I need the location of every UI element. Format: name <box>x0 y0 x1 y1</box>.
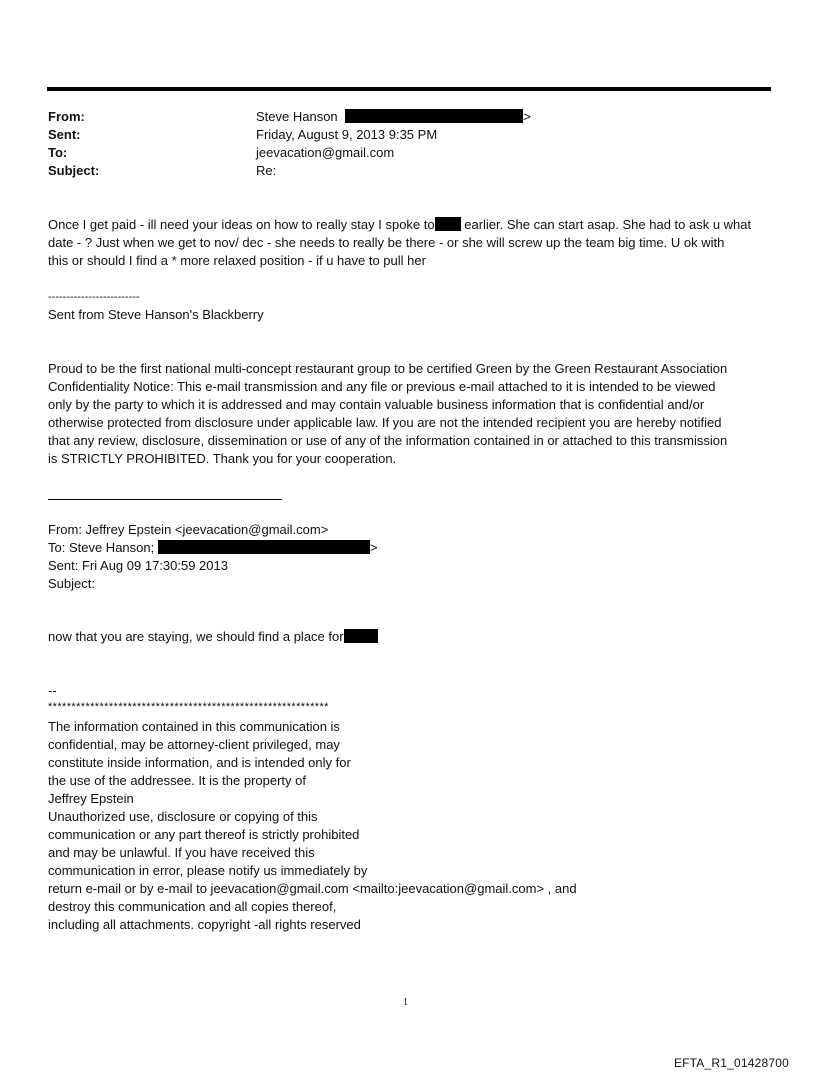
quoted-message <box>48 628 378 646</box>
notice-line: otherwise protected from disclosure under applicable law. If you are not the intended recipient you are hereby notified <box>48 415 722 430</box>
disclaimer-line: confidential, may be attorney-client privileged, may <box>48 737 340 752</box>
quoted-subject: Subject: <box>48 576 95 591</box>
notice-line: Confidentiality Notice: This e-mail transmission and any file or previous e-mail attached to it is intended to be viewed <box>48 379 716 394</box>
quoted-message-text: now that you are staying, we should find a place for <box>48 629 344 644</box>
from-tail: > <box>523 109 531 124</box>
disclaimer-line: return e-mail or by e-mail to jeevacation@gmail.com <mailto:jeevacation@gmail.com> , and <box>48 881 577 896</box>
disclaimer-line: including all attachments. copyright -all rights reserved <box>48 917 361 932</box>
disclaimer-line: Jeffrey Epstein <box>48 791 134 806</box>
header-rule <box>47 87 771 91</box>
subject-label: Subject: <box>48 163 100 178</box>
disclaimer-line: The information contained in this communication is <box>48 719 340 734</box>
redaction-box <box>345 109 523 123</box>
body-line-3: this or should I find a * more relaxed position - if u have to pull her <box>48 253 426 268</box>
disclaimer-stars: ************************************************************ <box>48 701 329 713</box>
body-line-1b: earlier. She can start asap. She had to ask u what <box>464 217 752 232</box>
disclaimer-line: communication in error, please notify us immediately by <box>48 863 368 878</box>
page-number: 1 <box>403 997 408 1008</box>
from-label: From: <box>48 109 85 124</box>
body-line-1 <box>48 216 751 234</box>
to-value: jeevacation@gmail.com <box>256 145 395 160</box>
body-line-2: date - ? Just when we get to nov/ dec - she needs to really be there - or she will screw up the team big time. U ok with <box>48 235 725 250</box>
signature-sent-from: Sent from Steve Hanson's Blackberry <box>48 307 264 322</box>
separator-line <box>48 499 282 500</box>
disclaimer-dashes: -- <box>48 683 57 698</box>
from-value <box>256 109 531 124</box>
quoted-sent: Sent: Fri Aug 09 17:30:59 2013 <box>48 558 228 573</box>
quoted-to-tail: > <box>369 540 378 555</box>
disclaimer-line: and may be unlawful. If you have received this <box>48 845 315 860</box>
disclaimer-line: destroy this communication and all copies thereof, <box>48 899 337 914</box>
notice-line: only by the party to which it is addressed and may contain valuable business information that is confidential and/or <box>48 397 705 412</box>
notice-line: is STRICTLY PROHIBITED. Thank you for your cooperation. <box>48 451 397 466</box>
sent-label: Sent: <box>48 127 81 142</box>
redaction-box <box>344 629 378 643</box>
to-label: To: <box>48 145 68 160</box>
from-name: Steve Hanson <box>256 109 338 124</box>
quoted-to-label: To: Steve Hanson; <box>48 540 155 555</box>
notice-line: Proud to be the first national multi-concept restaurant group to be certified Green by the Green Restaurant Association <box>48 361 728 376</box>
sent-value: Friday, August 9, 2013 9:35 PM <box>256 127 438 142</box>
disclaimer-line: the use of the addressee. It is the property of <box>48 773 306 788</box>
document-id: EFTA_R1_01428700 <box>673 1056 789 1070</box>
quoted-from: From: Jeffrey Epstein <jeevacation@gmail.com> <box>48 522 329 537</box>
disclaimer-line: communication or any part thereof is strictly prohibited <box>48 827 360 842</box>
quoted-to <box>48 539 377 557</box>
body-line-1a: Once I get paid - ill need your ideas on how to really stay I spoke to <box>48 217 435 232</box>
disclaimer-line: constitute inside information, and is intended only for <box>48 755 351 770</box>
subject-value: Re: <box>256 163 277 178</box>
disclaimer-line: Unauthorized use, disclosure or copying of this <box>48 809 318 824</box>
redaction-box <box>435 217 461 231</box>
redaction-box <box>158 540 370 554</box>
signature-dashes: ------------------------- <box>48 291 140 303</box>
notice-line: that any review, disclosure, dissemination or use of any of the information contained in or attached to this transmission <box>48 433 728 448</box>
